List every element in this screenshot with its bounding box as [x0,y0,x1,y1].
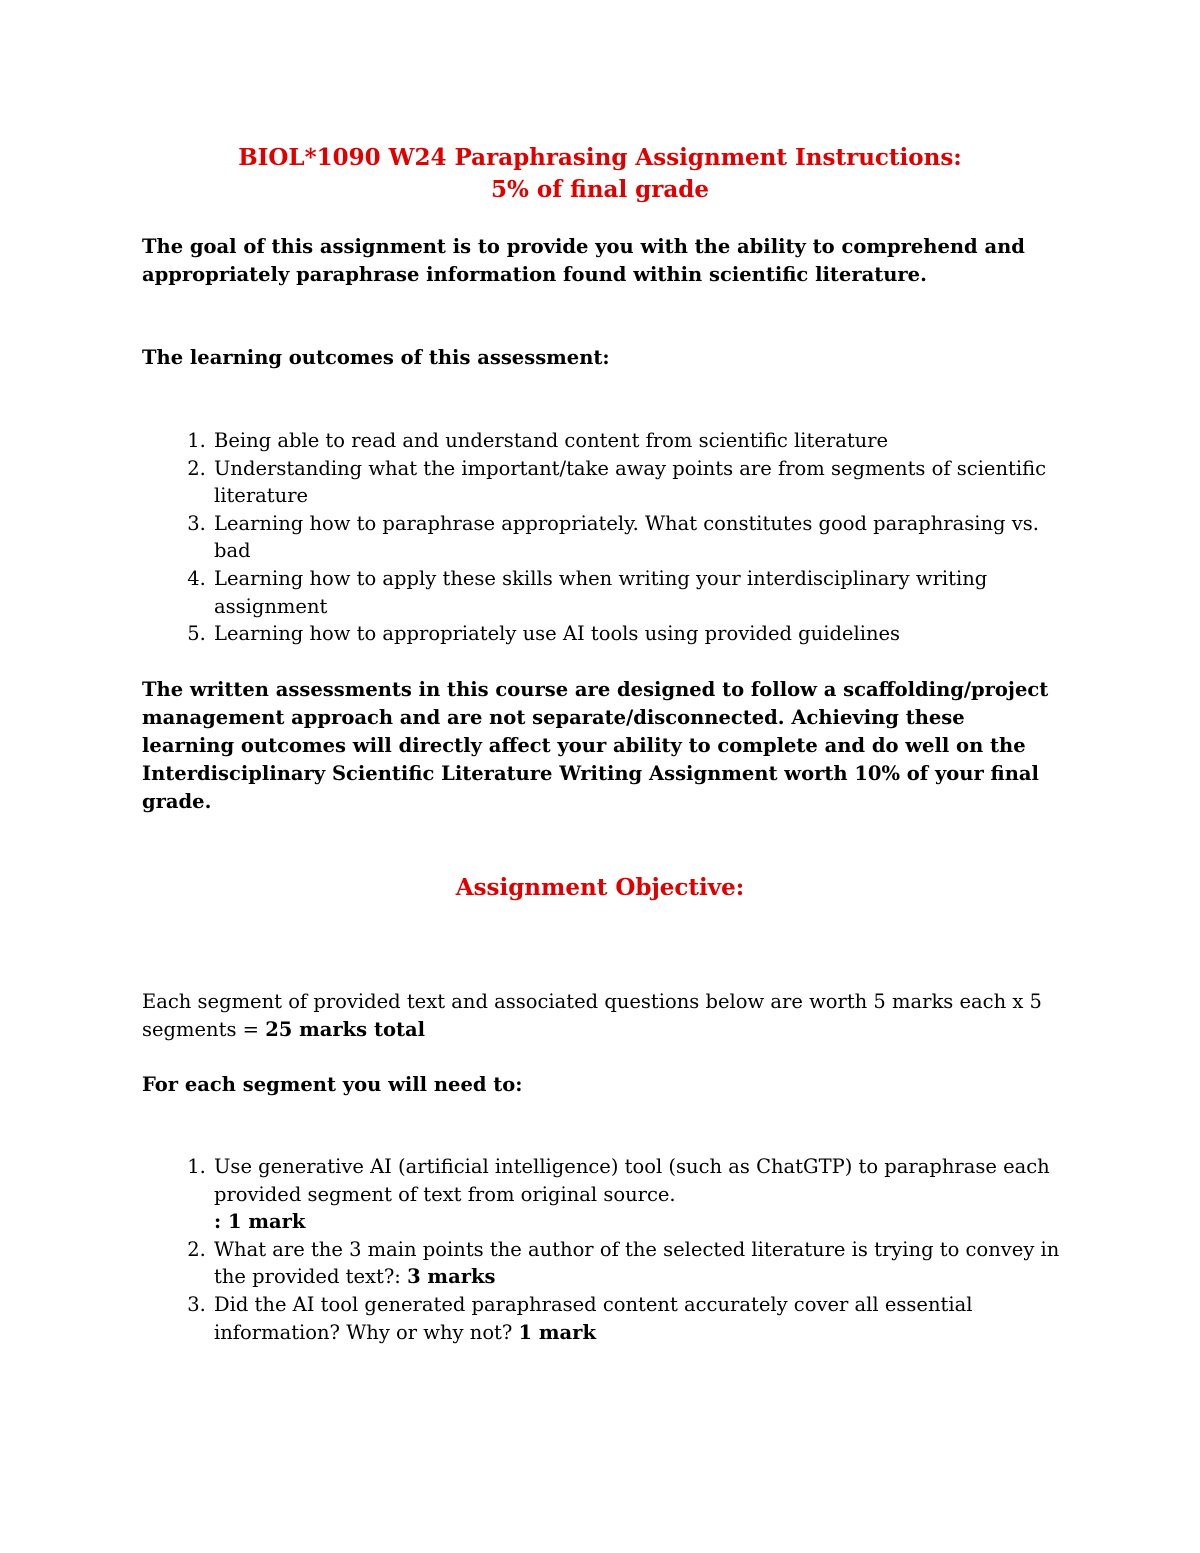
document-title [0,142,1200,206]
segments-text: Each segment of provided text and associated questions below are worth 5 marks each x 5 segments = [142,990,1042,1041]
task-text: What are the 3 main points the author of the selected literature is trying to convey in the provided text?: [214,1237,1060,1289]
task-marks: : 1 mark [214,1210,306,1234]
list-item [212,1236,1072,1291]
list-item: 2. Understanding what the important/take away points are from segments of scientific literature [212,455,1072,510]
title-line-1: BIOL*1090 W24 Paraphrasing Assignment Instructions: [238,144,962,171]
segments-paragraph [142,988,1062,1044]
task-marks: 1 mark [518,1320,596,1344]
list-item: 3. Learning how to paraphrase appropriately. What constitutes good paraphrasing vs. bad [212,510,1072,565]
task-marks: 3 marks [407,1265,496,1289]
task-text: Use generative AI (artificial intelligence) tool (such as ChatGTP) to paraphrase each provided segment of text from original source. [214,1155,1050,1206]
outcomes-list [142,427,1072,648]
list-item: 4. Learning how to apply these skills when writing your interdisciplinary writing assignment [212,565,1072,620]
goal-paragraph: The goal of this assignment is to provide you with the ability to comprehend and appropriately paraphrase information found within scientific literature. [142,235,1025,286]
scaffolding-paragraph: The written assessments in this course are designed to follow a scaffolding/project management approach and are not separate/disconnected. Achieving these learning outcomes will directly affect your ability to complete and do well on the Interdisciplinary Scientific Literature Writing Assignment worth 10% of your final grade. [142,678,1049,813]
list-item: 1. Being able to read and understand content from scientific literature [212,427,1072,455]
list-item [212,1291,1072,1346]
title-line-2: 5% of final grade [490,176,710,203]
tasks-heading: For each segment you will need to: [142,1073,523,1096]
tasks-list [142,1153,1072,1346]
list-item [212,1153,1072,1236]
task-text: Did the AI tool generated paraphrased content accurately cover all essential information? Why or why not? [214,1292,973,1344]
list-item: 5. Learning how to appropriately use AI tools using provided guidelines [212,620,1072,648]
segments-total: 25 marks total [265,1018,426,1041]
outcomes-heading: The learning outcomes of this assessment: [142,346,610,369]
objective-heading: Assignment Objective: [455,874,745,901]
